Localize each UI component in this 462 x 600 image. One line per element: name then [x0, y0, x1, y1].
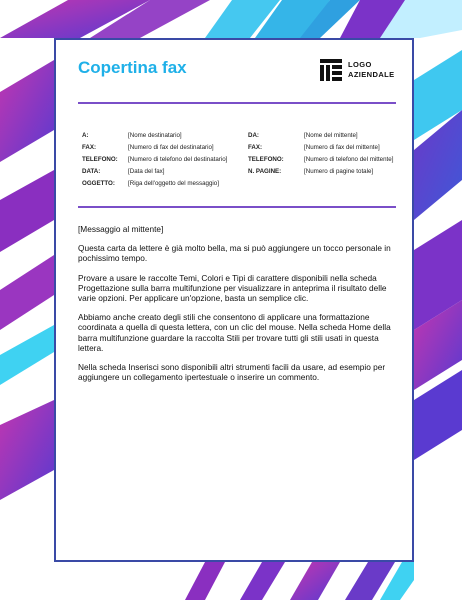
- recipient-row-to: [82, 130, 227, 142]
- stripe: [0, 400, 54, 500]
- message-paragraph: Questa carta da lettere è già molto bella, ma si può aggiungere un tocco personale in pochissimo tempo.: [78, 243, 391, 264]
- page-title: Copertina fax: [78, 58, 187, 77]
- field-label: TELEFONO:: [82, 156, 118, 163]
- field-value: [Numero di fax del destinatario]: [128, 144, 214, 151]
- sender-info: [248, 130, 393, 178]
- message-paragraph: Provare a usare le raccolte Temi, Colori e Tipi di carattere disponibili nella scheda Progettazione sulla barra multifunzione per visualizzare in anteprima il risultato delle varie opzioni. Per applicare un'opzione, basta un semplice clic.: [78, 272, 387, 304]
- message-paragraph: Abbiamo anche creato degli stili che consentono di applicare una formattazione coordinata a quella di questa lettera, con un clic del mouse. Nella scheda Home della barra multifunzione guardare la raccolta Stili per trovare tutti gli stili usati in questa lettera.: [78, 312, 391, 353]
- sender-row-pages: [248, 166, 393, 178]
- recipient-row-subject: [82, 178, 227, 190]
- stripe: [290, 562, 340, 600]
- sender-row-phone: [248, 154, 393, 166]
- sender-row-fax: [248, 142, 393, 154]
- recipient-row-phone: [82, 154, 227, 166]
- field-value: [Numero di telefono del mittente]: [304, 156, 394, 163]
- field-label: DATA:: [82, 168, 101, 175]
- field-value: [Nome destinatario]: [128, 132, 182, 139]
- field-value: [Numero di telefono del destinatario]: [128, 156, 228, 163]
- field-label: A:: [82, 132, 89, 139]
- stripe: [240, 562, 285, 600]
- field-value: [Nome del mittente]: [304, 132, 358, 139]
- recipient-info: [82, 130, 227, 190]
- fax-cover-page: [54, 38, 414, 562]
- field-label: DA:: [248, 132, 259, 139]
- recipient-row-date: [82, 166, 227, 178]
- message-paragraph: Nella scheda Inserisci sono disponibili altri strumenti facili da usare, ad esempio per aggiungere un collegamento ipertestuale o inserire un commento.: [78, 362, 386, 383]
- stripe: [0, 60, 54, 162]
- logo-line-2: AZIENDALE: [348, 70, 395, 79]
- field-value: [Riga dell'oggetto del messaggio]: [128, 180, 219, 187]
- field-label: FAX:: [82, 144, 97, 151]
- stripe: [0, 255, 54, 330]
- company-logo-icon: [320, 59, 342, 81]
- info-divider: [78, 206, 396, 208]
- logo-line-1: LOGO: [348, 60, 372, 69]
- message-paragraph: [Messaggio al mittente]: [78, 224, 164, 234]
- company-logo-text: [348, 60, 408, 80]
- field-value: [Numero di pagine totale]: [304, 168, 374, 175]
- sender-row-from: [248, 130, 393, 142]
- field-value: [Numero di fax del mittente]: [304, 144, 380, 151]
- stripe: [0, 325, 54, 385]
- message-body: [78, 224, 400, 391]
- field-value: [Data del fax]: [128, 168, 165, 175]
- field-label: FAX:: [248, 144, 263, 151]
- field-label: TELEFONO:: [248, 156, 284, 163]
- stripe: [185, 562, 225, 600]
- field-label: OGGETTO:: [82, 180, 115, 187]
- recipient-row-fax: [82, 142, 227, 154]
- field-label: N. PAGINE:: [248, 168, 282, 175]
- stripe: [0, 170, 54, 252]
- header-divider: [78, 102, 396, 104]
